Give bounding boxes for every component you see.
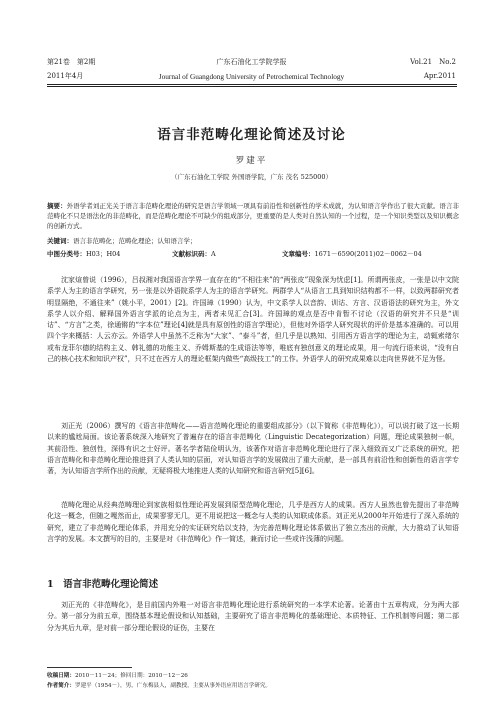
volume-issue: 第21卷 第2期 (47, 58, 96, 66)
header-rule-bottom (47, 86, 457, 87)
doc-code-label: 文献标识码： (172, 250, 211, 258)
keywords-label: 关键词： (47, 237, 73, 245)
author-bio-label: 作者简介： (47, 683, 75, 689)
journal-name-cn: 广东石油化工学院学报 (216, 58, 287, 66)
abstract (47, 201, 459, 231)
keywords-text: 语言非范畴化；范畴化理论；认知语言学； (73, 237, 197, 245)
body-paragraph-2: 刘正光（2006）撰写的《语言非范畴化——语言范畴化理论的重要组成部分》（以下简称《非范畴化》），可以说打破了这一长期以来的尴尬局面。该论著系统深入地研究了普遍存在的语言非范畴化（Linguistic Decategorization）问题，理论成果独树一帜，其前沿性、独创性，深得有识之士好评。著名学者陆俭明认为，该著作对语言非范畴化理论进行了深入细致而又广泛系统的研究，把语言范畴化和非范畴化理论推进到了人类认知的层面，对认知语言学的发展做出了重大贡献，是一部具有前沿性和创新性的语言学专著，为认知语言学所作出的贡献，无疑将极大地推进人类的认知研究和语言研究[5][6]。 (47, 422, 459, 476)
footnote-received (47, 672, 459, 681)
abstract-text: 外语学者刘正光关于语言非范畴化理论的研究是语言学领域一项具有前沿性和创新性的学术成就，为认知语言学作出了很大贡献。语言非范畴化不只是语法化的非范畴化，而是范畴化理论不可缺少的组成部分，更重要的是人类对自然认知的一个过程，是一个知识类型以及知识概念的创新方式。 (47, 202, 460, 230)
footnote-rule (47, 667, 132, 668)
header-rule-top (47, 84, 457, 85)
article-title: 语言非范畴化理论简述及讨论 (157, 127, 346, 143)
volume-en: Vol.21 No.2 (410, 58, 456, 66)
clc-value: H03；H04 (86, 250, 121, 258)
body-paragraph-1: 沈家煊曾说（1996），吕叔湘对我国语言学界一直存在的“不相往来”的“两张皮”现象深为忧虑[1]。所谓两张皮，一张是以中文院系学人为主的语言学研究，另一张是以外语院系学人为主的语言学研究。两群学人“从语言工具到知识结构都不一样，以致两群研究者明显隔绝，不通往来”（姚小平，2001）[2]。许国璋（1990）认为，中文系学人以音韵、训诂、方言、汉语语法的研究为主，外文系学人以介绍、解释国外语言学派的论点为主，两者未见汇合[3]。许国璋的观点是否中肯暂不讨论（汉语的研究并不只是“训诂”、“方言”之类，徐通锵的“字本位”理论[4]就是具有原创性的语言学理论），但他对外语学人研究现状的评价是基本准确的。可以用四个字来概括：人云亦云。外语学人中虽然不乏称为“大家”、“泰斗”者，但几乎是以熟知、引用西方语言学的理论为主，动辄索绪尔或布龙菲尔德的结构主义、韩礼德的功能主义、乔姆斯基的生成语法等等，唯底有独创意义的理论成果，用一句流行语来说，“没有自己的核心技术和知识产权”，只不过在西方人的理论框架内做些“高级技工”的工作。外语学人的研究成果难以走向世界就不足为怪。 (47, 276, 459, 364)
date-cn: 2011年4月 (47, 72, 84, 80)
received-value: 2010－11－24；修回日期：2010－12－26 (74, 673, 188, 679)
doc-code (172, 249, 216, 258)
body-paragraph-3: 范畴化理论从经典范畴理论到家族相似性理论再发展到原型范畴化理论，几乎是西方人的成果。西方人虽然也曾先提出了非范畴化这一概念，但随之嘎然而止，成果寥寥无几，更不用说把这一概念与人类的认知联成体系。刘正光从2000年开始进行了深入系统的研究，建立了非范畴化理论体系，并用充分的实证研究给以支持，为完善范畴化理论体系做出了独立杰出的贡献，大力推动了认知语言学的发展。本文撰写的目的，主要是对《非范畴化》作一简述，兼而讨论一些或许浅薄的问题。 (47, 501, 459, 543)
body-paragraph-4: 刘正光的《非范畴化》，是目前国内外唯一对语言非范畴化理论进行系统研究的一本学术论著。论著由十五章构成，分为两大部分。第一部分为前五章，围绕基本理论假设和认知基础，主要研究了语言非范畴化的基础理论、本质特征、工作机制等问题；第二部分为其后九章，是对前一部分理论假设的证伤，主要在 (47, 601, 459, 632)
received-label: 收稿日期： (47, 673, 75, 679)
article-no-value: 1671－6590(2011)02－0062－04 (314, 250, 422, 258)
section-heading-1: 1 语言非范畴化理论简述 (47, 579, 159, 590)
keywords (47, 236, 459, 246)
date-en: Apr.2011 (423, 72, 456, 80)
article-no-label: 文章编号： (282, 250, 315, 258)
clc-code (47, 249, 120, 258)
author-bio-value: 罗建平（1954－），男，广东梅县人，副教授，主要从事外语应用语言学研究。 (74, 683, 272, 689)
footnote-author (47, 682, 459, 691)
article-author: 罗建平 (235, 156, 268, 166)
abstract-label: 摘要： (47, 202, 67, 210)
journal-name-en: Journal of Guangdong University of Petrochemical Technology (158, 72, 345, 81)
clc-label: 中图分类号： (47, 250, 86, 258)
author-affiliation: （广东石油化工学院 外国语学院，广东 茂名 525000） (170, 173, 332, 181)
doc-code-value: A (211, 250, 216, 258)
article-number (282, 249, 422, 258)
